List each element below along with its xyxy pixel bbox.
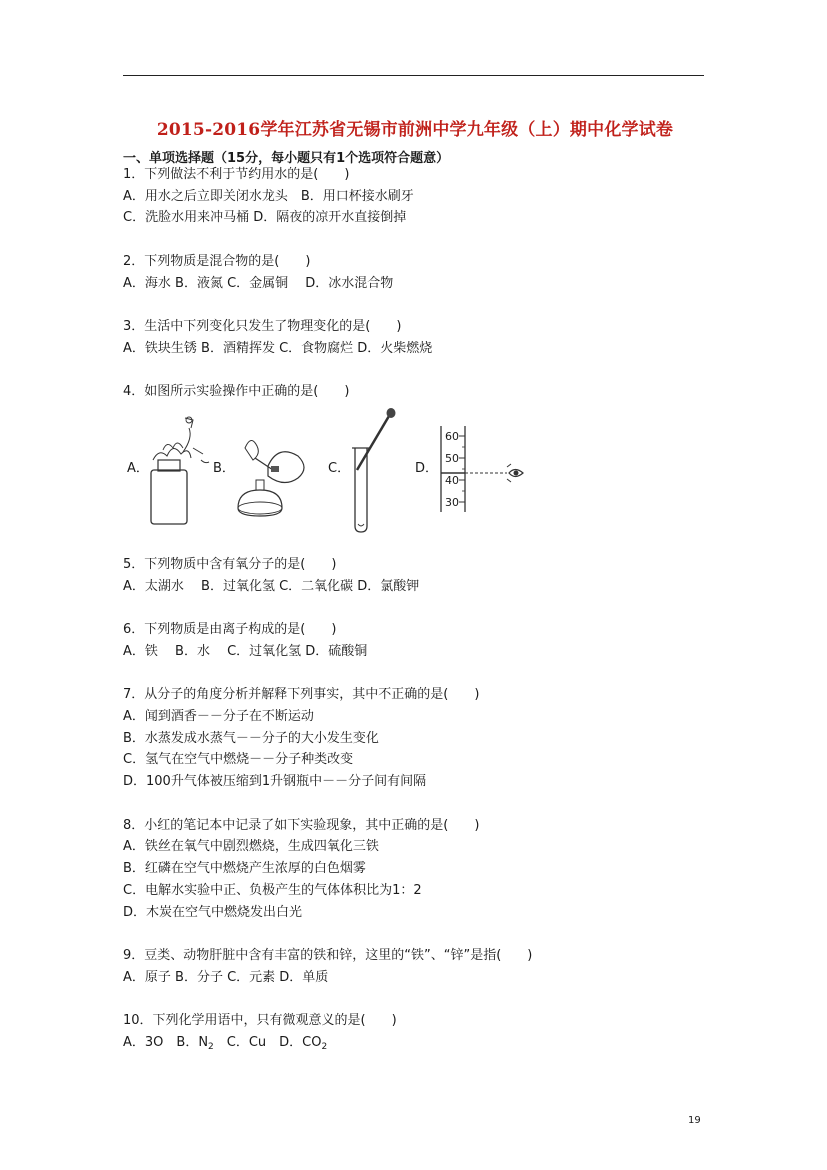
figure-c-dropper-icon (352, 408, 396, 532)
cylinder-tick-40: 40 (445, 474, 459, 487)
figure-a-gas-bottle-icon (151, 417, 209, 524)
question-8-option-c: C．电解水实验中正、负极产生的气体体积比为1：2 (123, 883, 422, 898)
question-3-stem: 3．生活中下列变化只发生了物理变化的是( ) (123, 319, 402, 334)
cylinder-tick-30: 30 (445, 496, 459, 509)
cylinder-tick-50: 50 (445, 452, 459, 465)
n2-subscript: 2 (208, 1042, 214, 1052)
question-5-stem: 5．下列物质中含有氧分子的是( ) (123, 557, 337, 572)
co2-subscript: 2 (321, 1042, 328, 1052)
question-1-options-cd: C．洗脸水用来冲马桶 D．隔夜的凉开水直接倒掉 (123, 210, 407, 225)
question-9-stem: 9．豆类、动物肝脏中含有丰富的铁和锌，这里的“铁”、“锌”是指( ) (123, 948, 533, 963)
header-rule (123, 75, 704, 76)
question-2-options: A．海水 B．液氮 C．金属铜 D．冰水混合物 (123, 276, 394, 291)
question-8-option-b: B．红磷在空气中燃烧产生浓厚的白色烟雾 (123, 861, 366, 876)
question-6-stem: 6．下列物质是由离子构成的是( ) (123, 622, 337, 637)
question-10-options-ab: A．3O B．N (123, 1035, 209, 1050)
question-7-option-d: D．100升气体被压缩到1升钢瓶中－－分子间有间隔 (123, 774, 427, 789)
question-5-options: A．太湖水 B．过氧化氢 C．二氧化碳 D．氯酸钾 (123, 579, 420, 594)
question-7-stem: 7．从分子的角度分析并解释下列事实，其中不正确的是( ) (123, 687, 480, 702)
figure-b-alcohol-lamp-icon (238, 440, 304, 516)
question-8-option-d: D．木炭在空气中燃烧发出白光 (123, 905, 303, 920)
question-4-figures (123, 408, 543, 538)
question-9-options: A．原子 B．分子 C．元素 D．单质 (123, 970, 329, 985)
question-7-option-a: A．闻到酒香－－分子在不断运动 (123, 709, 314, 724)
lab-operations-illustration (123, 408, 543, 538)
question-1-options-ab: A．用水之后立即关闭水龙头 B．用口杯接水刷牙 (123, 189, 414, 204)
question-10-stem: 10．下列化学用语中，只有微观意义的是( ) (123, 1013, 397, 1028)
question-7-option-b: B．水蒸发成水蒸气－－分子的大小发生变化 (123, 731, 379, 746)
question-10-options (123, 1035, 327, 1055)
figure-d-label: D． (415, 461, 439, 476)
question-8-stem: 8．小红的笔记本中记录了如下实验现象，其中正确的是( ) (123, 818, 480, 833)
question-3-options: A．铁块生锈 B．酒精挥发 C．食物腐烂 D．火柴燃烧 (123, 341, 433, 356)
figure-c-label: C． (328, 461, 351, 476)
question-6-options: A．铁 B．水 C．过氧化氢 D．硫酸铜 (123, 644, 368, 659)
question-2-stem: 2．下列物质是混合物的是( ) (123, 254, 311, 269)
question-10-options-cd: C．Cu D．CO (213, 1035, 322, 1050)
page-number: 19 (688, 1115, 701, 1126)
figure-b-label: B． (213, 461, 235, 476)
cylinder-tick-60: 60 (445, 430, 459, 443)
question-8-option-a: A．铁丝在氧气中剧烈燃烧，生成四氧化三铁 (123, 839, 379, 854)
section-heading: 一、单项选择题（15分，每小题只有1个选项符合题意） (123, 151, 450, 166)
figure-a-label: A． (127, 461, 149, 476)
question-7-option-c: C．氢气在空气中燃烧－－分子种类改变 (123, 752, 354, 767)
exam-title: 2015-2016学年江苏省无锡市前洲中学九年级（上）期中化学试卷 (156, 120, 674, 140)
question-1-stem: 1．下列做法不利于节约用水的是( ) (123, 167, 350, 182)
question-4-stem: 4．如图所示实验操作中正确的是( ) (123, 384, 350, 399)
